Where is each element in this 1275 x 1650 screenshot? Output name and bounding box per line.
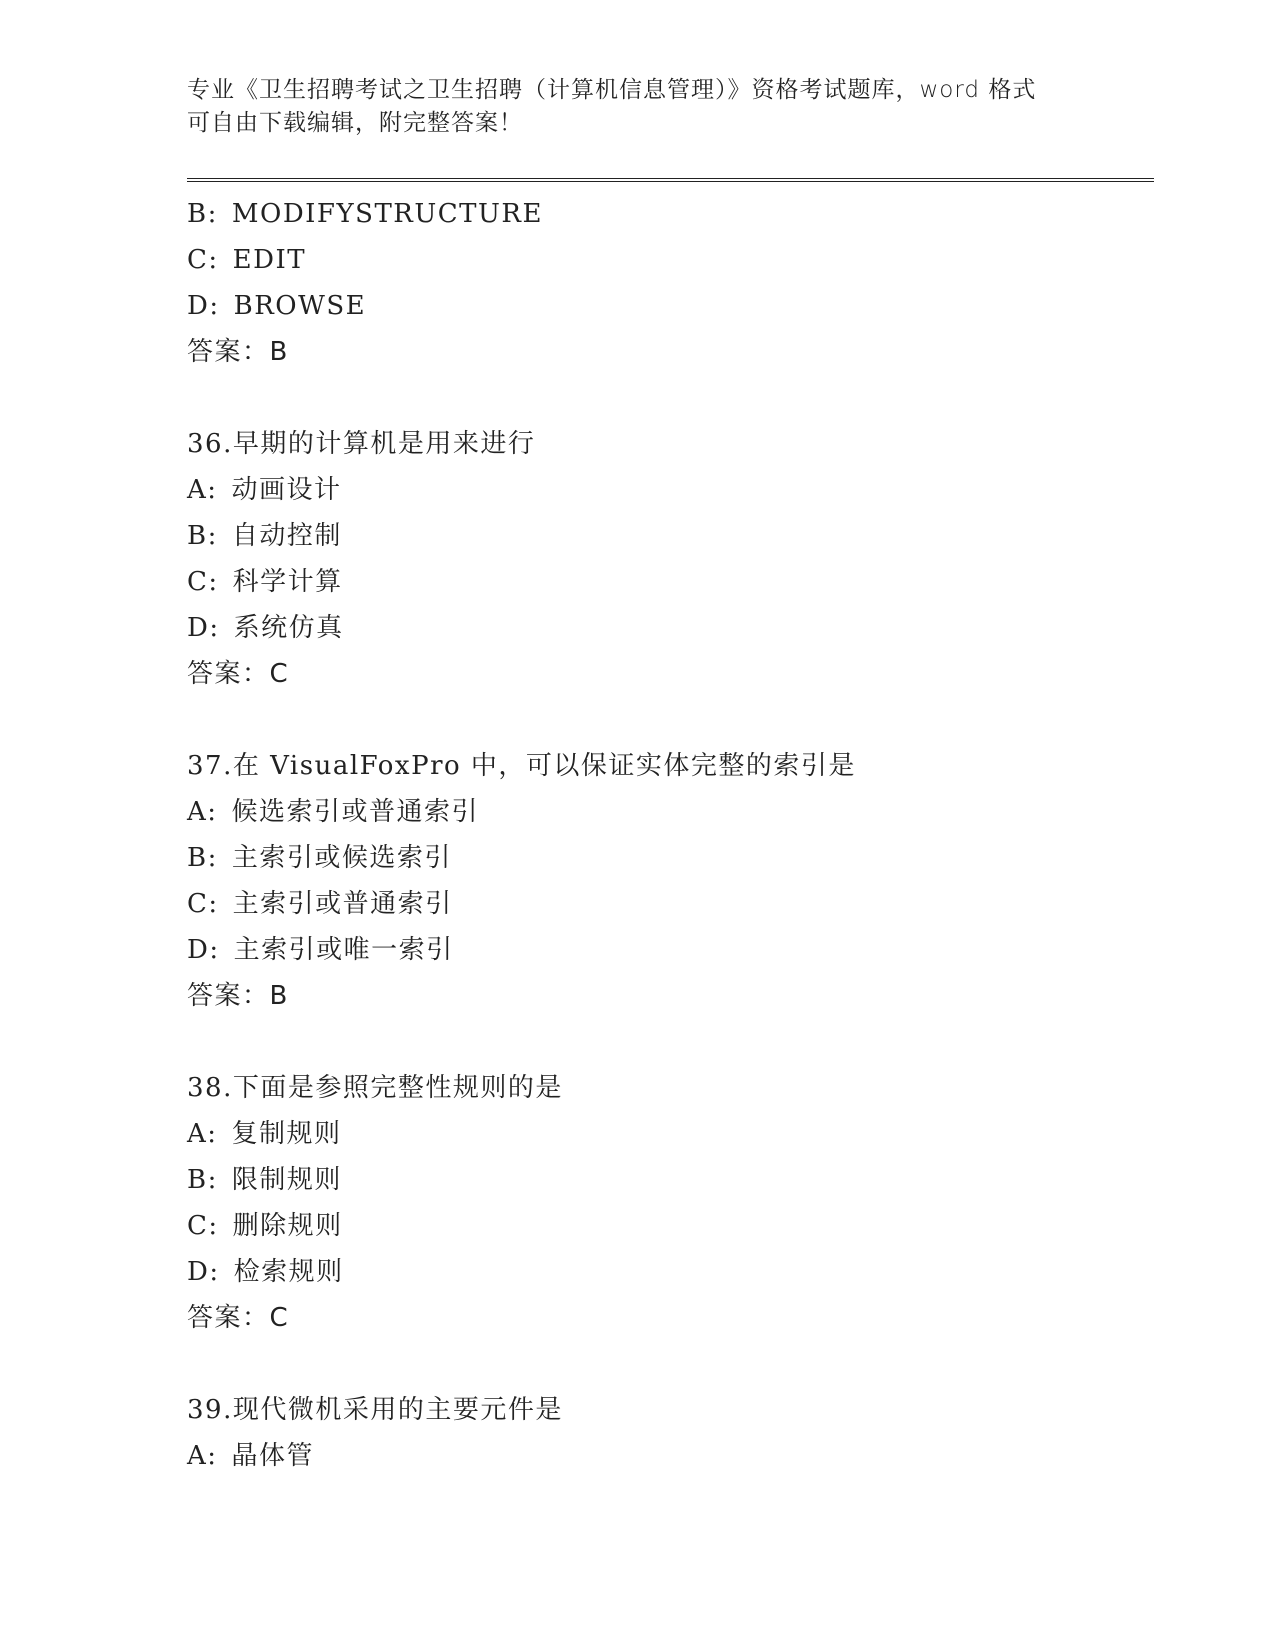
option-a: A: 候选索引或普通索引 (187, 797, 480, 827)
option-a: A: 复制规则 (187, 1119, 342, 1149)
option-d: D: 系统仿真 (187, 613, 344, 643)
question-stem: 36.早期的计算机是用来进行 (187, 429, 536, 459)
option-a: A: 动画设计 (187, 475, 342, 505)
spacer (187, 1341, 1147, 1387)
option-c: C: 科学计算 (187, 567, 343, 597)
question-39 (187, 1387, 1147, 1479)
question-stem: 39.现代微机采用的主要元件是 (187, 1395, 563, 1425)
option-b: B: MODIFYSTRUCTURE (187, 199, 543, 229)
question-37 (187, 743, 1147, 1019)
spacer (187, 375, 1147, 421)
option-d: D: 检索规则 (187, 1257, 344, 1287)
option-b: B: 主索引或候选索引 (187, 843, 452, 873)
option-c: C: 主索引或普通索引 (187, 889, 453, 919)
question-fragment (187, 191, 1147, 375)
option-c: C: EDIT (187, 245, 307, 275)
header-divider (187, 178, 1154, 182)
option-b: B: 限制规则 (187, 1165, 342, 1195)
option-d: D: 主索引或唯一索引 (187, 935, 454, 965)
document-header (187, 74, 1087, 140)
question-38 (187, 1065, 1147, 1341)
answer: 答案：C (187, 659, 290, 689)
option-d: D: BROWSE (187, 291, 367, 321)
header-line-1: 专业《卫生招聘考试之卫生招聘（计算机信息管理）》资格考试题库，word 格式 (187, 77, 1037, 103)
header-line-2: 可自由下载编辑，附完整答案！ (187, 110, 523, 136)
question-36 (187, 421, 1147, 697)
option-a: A: 晶体管 (187, 1441, 315, 1471)
answer: 答案：C (187, 1303, 290, 1333)
answer: 答案：B (187, 981, 289, 1011)
option-c: C: 删除规则 (187, 1211, 343, 1241)
answer: 答案：B (187, 337, 289, 367)
question-list (187, 191, 1147, 1479)
question-stem: 37.在 VisualFoxPro 中，可以保证实体完整的索引是 (187, 751, 856, 781)
question-stem: 38.下面是参照完整性规则的是 (187, 1073, 563, 1103)
spacer (187, 697, 1147, 743)
option-b: B: 自动控制 (187, 521, 342, 551)
spacer (187, 1019, 1147, 1065)
